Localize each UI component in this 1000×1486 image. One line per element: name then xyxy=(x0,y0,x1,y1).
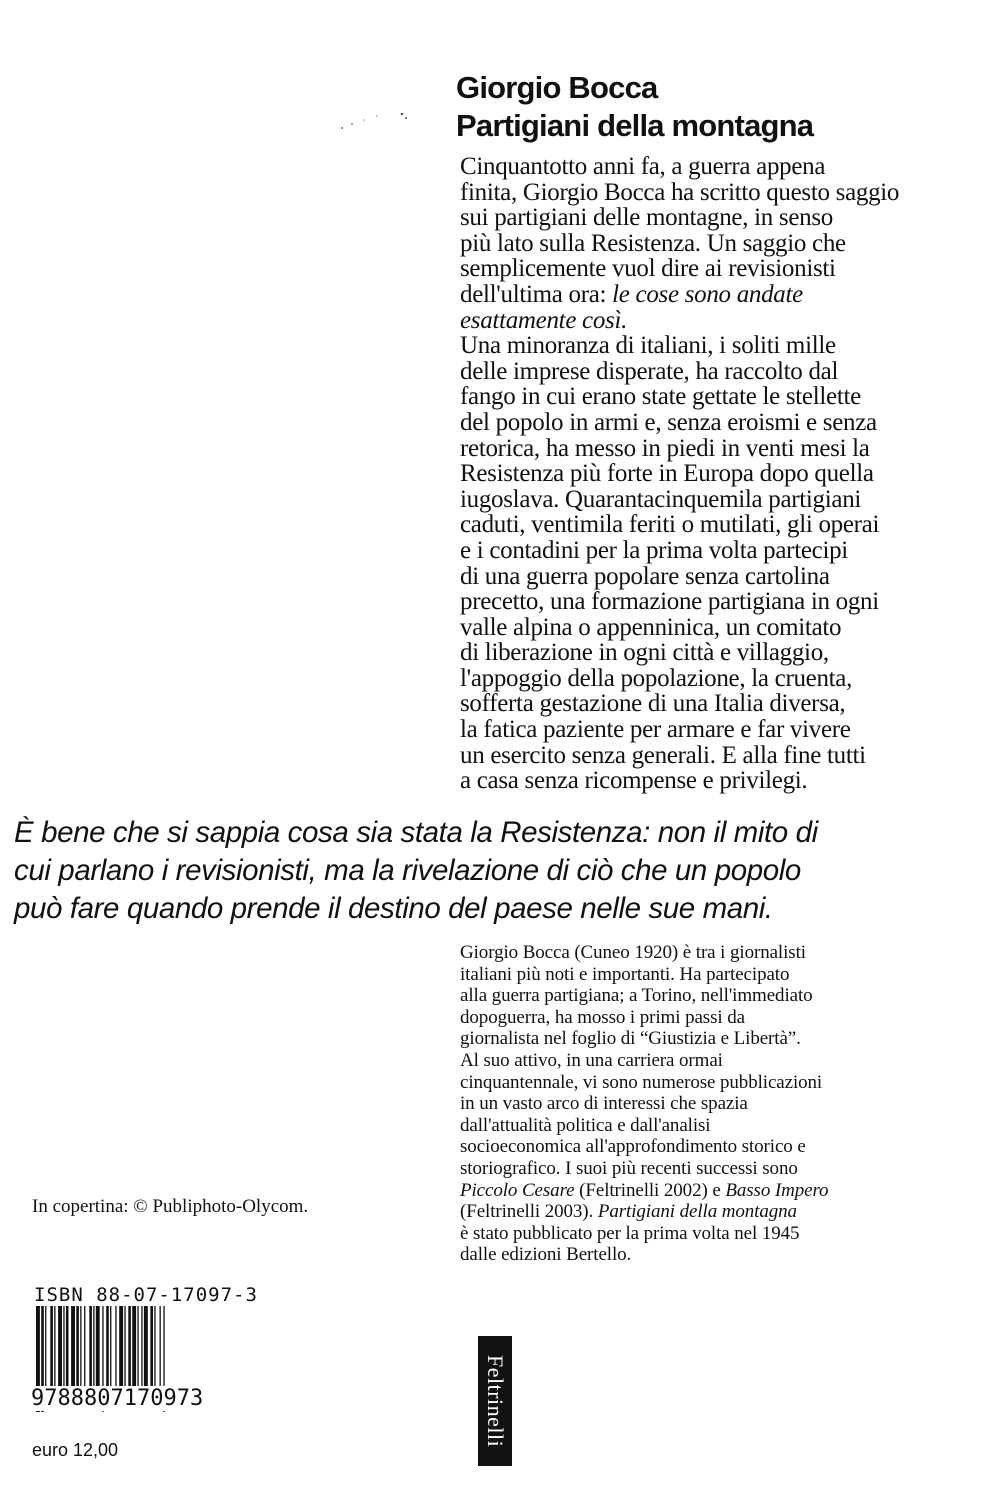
bio-text: (Feltrinelli 2003). xyxy=(460,1201,598,1223)
bio-italic-title: Piccolo Cesare xyxy=(460,1179,575,1201)
blurb-line: caduti, ventimila feriti o mutilati, gli operai xyxy=(460,511,880,539)
bio-line: alla guerra partigiana; a Torino, nell'immediato xyxy=(460,985,813,1007)
barcode-bar xyxy=(137,1306,138,1390)
blurb-line: valle alpina o appenninica, un comitato xyxy=(460,613,842,641)
bio-line: giornalista nel foglio di “Giustizia e Libertà”. xyxy=(460,1028,801,1050)
barcode-bar xyxy=(160,1306,161,1390)
blurb-line: sofferta gestazione di una Italia diversa, xyxy=(460,690,846,718)
barcode-bar xyxy=(132,1306,136,1390)
price: euro 12,00 xyxy=(32,1440,119,1460)
barcode-bar xyxy=(54,1306,55,1390)
bio-line: italiani più noti e importanti. Ha partecipato xyxy=(460,963,790,985)
barcode-bar xyxy=(50,1306,53,1390)
blurb-text xyxy=(460,154,980,794)
bio-line: è stato pubblicato per la prima volta nel 1945 xyxy=(460,1222,800,1244)
blurb-line: delle imprese disperate, ha raccolto dal xyxy=(460,357,839,385)
barcode-bar xyxy=(58,1306,62,1390)
blurb-line: a casa senza ricompense e privilegi. xyxy=(460,767,808,795)
barcode-bar xyxy=(119,1306,123,1390)
quote-line: È bene che si sappia cosa sia stata la Resistenza: non il mito di xyxy=(14,816,818,849)
blurb-line: Resistenza più forte in Europa dopo quella xyxy=(460,460,874,488)
barcode-bar xyxy=(84,1306,85,1390)
barcode-bar xyxy=(115,1306,116,1390)
blurb-line: e i contadini per la prima volta partecipi xyxy=(460,536,848,564)
barcode-bar xyxy=(141,1306,142,1390)
blurb-line: Una minoranza di italiani, i soliti mille xyxy=(460,332,836,360)
blurb-line: fango in cui erano state gettate le stellette xyxy=(460,383,861,411)
bio-line: storiografico. I suoi più recenti successi sono xyxy=(460,1157,798,1179)
bio-line: Giorgio Bocca (Cuneo 1920) è tra i giornalisti xyxy=(460,942,806,963)
barcode-bar xyxy=(128,1306,131,1390)
bio-line xyxy=(460,1201,980,1223)
barcode-bar xyxy=(144,1306,148,1390)
blurb-line: semplicemente vuol dire ai revisionisti xyxy=(460,255,836,283)
barcode-bar xyxy=(63,1306,64,1390)
cover-credit: In copertina: © Publiphoto-Olycom. xyxy=(32,1196,309,1217)
blurb-italic: le cose sono andate xyxy=(612,280,803,308)
blurb-line: sui partigiani delle montagne, in senso xyxy=(460,204,833,232)
barcode-bar xyxy=(96,1306,100,1390)
barcode-bar xyxy=(106,1306,109,1390)
blurb-line xyxy=(460,308,980,334)
blurb-line: precetto, una formazione partigiana in ogni xyxy=(460,588,879,616)
barcode-bar xyxy=(93,1306,94,1390)
blurb-line: di una guerra popolare senza cartolina xyxy=(460,562,830,590)
barcode-bar xyxy=(110,1306,111,1390)
bio-line: dalle edizioni Bertello. xyxy=(460,1244,632,1266)
publisher-name: Feltrinelli xyxy=(483,1354,508,1448)
barcode-bar xyxy=(124,1306,125,1390)
bio-text: (Feltrinelli 2002) e xyxy=(574,1179,726,1201)
blurb-line: retorica, ha messo in piedi in venti mesi la xyxy=(460,434,870,462)
blurb-italic: esattamente così. xyxy=(460,306,628,334)
quote-line: cui parlano i revisionisti, ma la rivelazione di ciò che un popolo xyxy=(14,854,801,887)
barcode-digits xyxy=(30,1386,280,1411)
blurb-line xyxy=(460,282,980,308)
barcode-bar xyxy=(76,1306,79,1390)
book-title: Partigiani della montagna xyxy=(456,108,814,143)
publisher-logo xyxy=(478,1336,512,1466)
blurb-line: l'appoggio della popolazione, la cruenta, xyxy=(460,664,853,692)
blurb-line: del popolo in armi e, senza eroismi e senza xyxy=(460,408,877,436)
barcode-bar xyxy=(45,1306,46,1390)
barcode-bar xyxy=(80,1306,81,1390)
blurb-line: di liberazione in ogni città e villaggio, xyxy=(460,639,829,667)
blurb-line: più lato sulla Resistenza. Un saggio che xyxy=(460,229,846,257)
barcode-bar xyxy=(71,1306,75,1390)
bio-italic-title: Basso Impero xyxy=(725,1179,829,1201)
bio-line: Al suo attivo, in una carriera ormai xyxy=(460,1049,723,1071)
blurb-line: finita, Giorgio Bocca ha scritto questo saggio xyxy=(460,178,900,206)
bio-line: in un vasto arco di interessi che spazia xyxy=(460,1093,748,1115)
quote-line: può fare quando prende il destino del paese nelle sue mani. xyxy=(14,892,773,925)
author-name: Giorgio Bocca xyxy=(456,70,658,105)
bio-italic-title: Partigiani della montagna xyxy=(597,1201,797,1223)
bio-line: cinquantennale, vi sono numerose pubblicazioni xyxy=(460,1071,823,1093)
author-bio xyxy=(460,942,980,1266)
bio-line xyxy=(460,1180,980,1202)
bio-line: dall'attualità politica e dall'analisi xyxy=(460,1114,711,1136)
blurb-line: iugoslava. Quarantacinquemila partigiani xyxy=(460,485,862,513)
barcode-bar xyxy=(89,1306,92,1390)
barcode-digits-text: 9788807170973 xyxy=(31,1386,204,1411)
blurb-line: un esercito senza generali. E alla fine tutti xyxy=(460,741,866,769)
barcode-bar xyxy=(66,1306,69,1390)
barcode-bar xyxy=(154,1306,155,1390)
blurb-line-start: dell'ultima ora: xyxy=(460,280,607,308)
blurb-line: Cinquantotto anni fa, a guerra appena xyxy=(460,153,826,180)
barcode-bar xyxy=(150,1306,153,1390)
bio-line: socioeconomica all'approfondimento storico e xyxy=(460,1136,806,1158)
scan-specks xyxy=(330,106,430,136)
isbn-number: ISBN 88-07-17097-3 xyxy=(34,1284,258,1306)
blurb-line: la fatica paziente per armare e far vivere xyxy=(460,716,851,744)
bio-line: dopoguerra, ha mosso i primi passi da xyxy=(460,1006,745,1028)
pull-quote xyxy=(14,814,994,928)
